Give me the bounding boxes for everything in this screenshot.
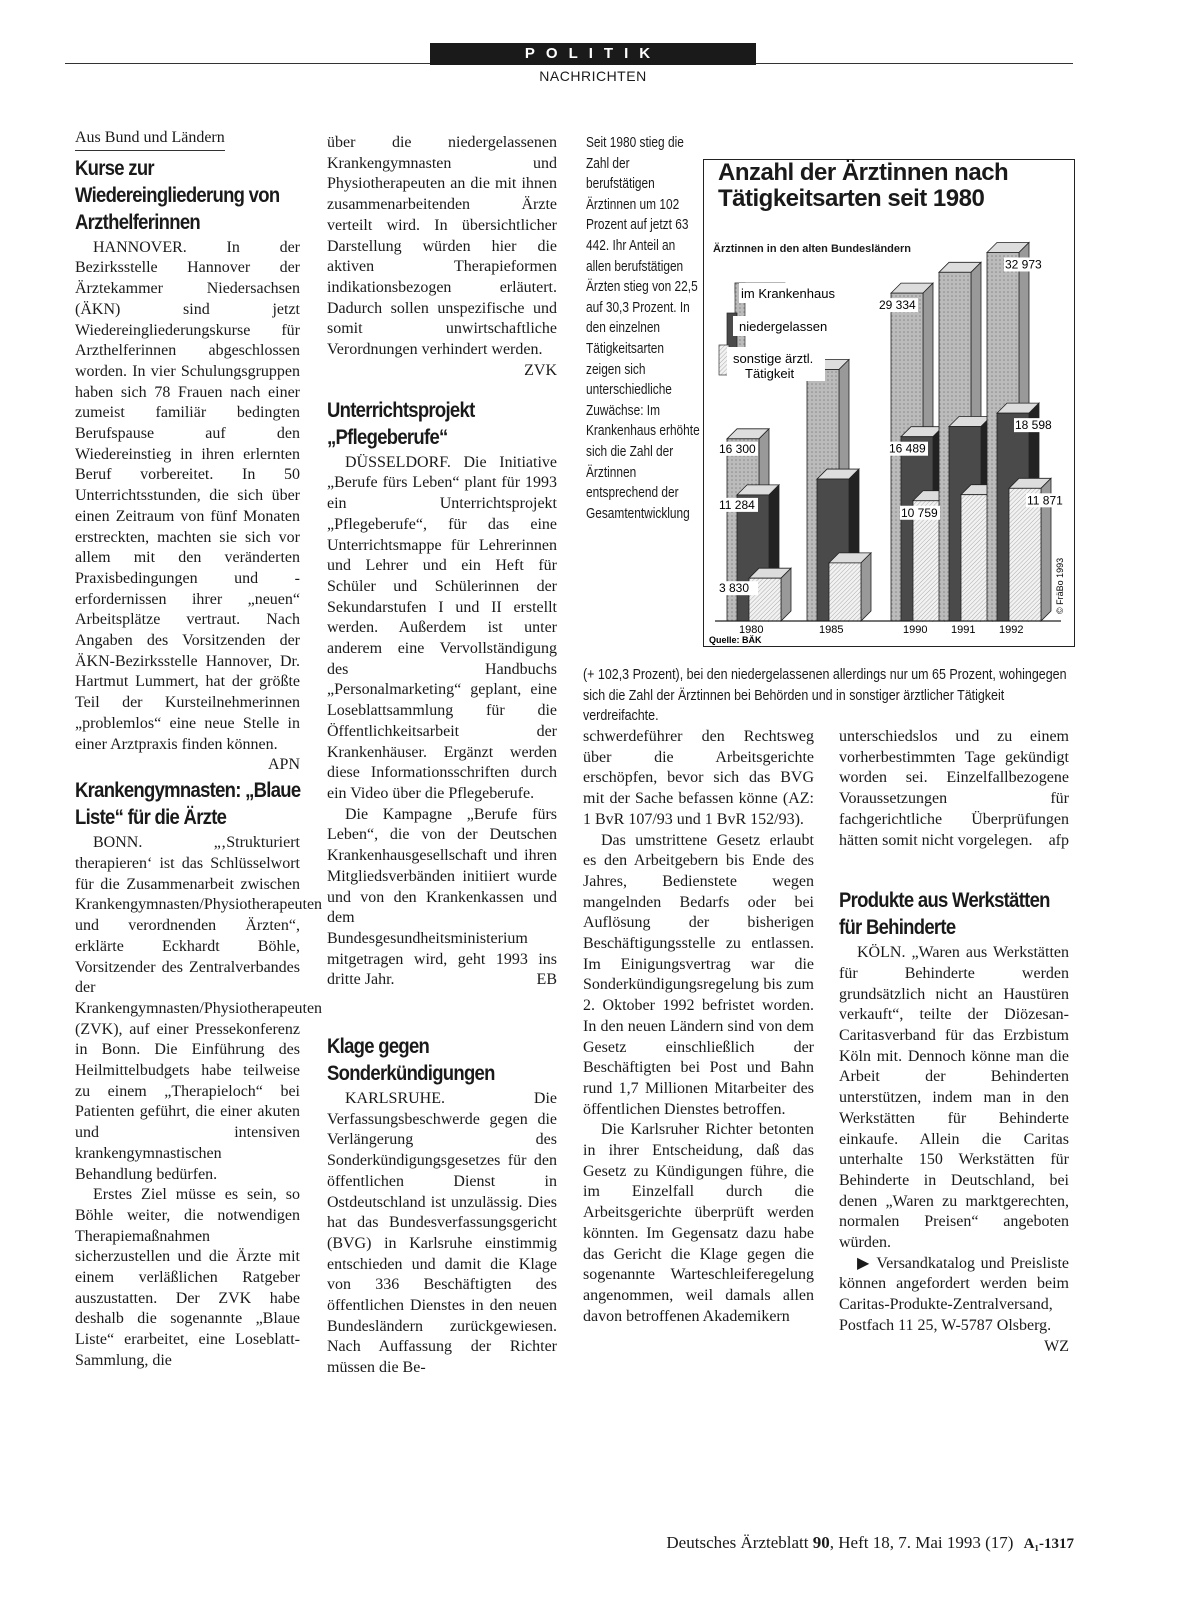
article-body: KÖLN. „Waren aus Werkstätten für Behinderte werden grundsätzlich nicht an Haustüren verkauft“, teilte der Diözesan-Caritasverband für das Erzbistum Köln mit. Dennoch könne man die Arbeit der Behinderten unterstützen, indem man in den Werkstätten für Behinderte einkaufe. Allein die Caritas unterhalte 150 Werkstätten für Behinderte in Deutschland, bei denen „Waren zu marktgerechten, normalen Preisen“ angeboten würden.	[839, 944, 1069, 1252]
chart-value-label-1990-1: 16 489	[889, 441, 926, 456]
signature: WZ	[1044, 1337, 1069, 1355]
chart-x-ticks	[739, 624, 1023, 636]
chart-svg	[703, 159, 1075, 647]
article-body: HANNOVER. In der Bezirksstelle Hannover der Ärztekammer Niedersachsen (ÄKN) sind jetzt Wiedereingliederungskurse für Arzthelferinnen abgeschlossen worden. In vier Schulungsgruppen haben sich 78 Frauen nach einer zumeist familiär bedingten Berufspause auf den Wiedereinstieg in ihren erlernten Beruf vorbereitet. In 50 Unterrichtsstunden, die sich über einen Zeitraum von fünf Monaten erstreckten, machten sie sich vor allem mit den veränderten Praxisbedingungen und -erfordernissen ihrer „neuen“ Arbeitsplätze vertraut. Nach Angaben des Vorsitzenden der ÄKN-Bezirksstelle Hannover, Dr. Hartmut Lummert, hat der größte Teil der Kursteilnehmerinnen „problemlos“ eine neue Stelle in einer Arztpraxis finden können. APN	[75, 238, 300, 756]
chart-value-label-1990-2: 29 334	[879, 298, 916, 313]
signature: EB	[536, 971, 557, 989]
article-body: Erstes Ziel müsse es sein, so Böhle weiter, die notwendigen Therapiemaßnahmen sicherzustellen und die Ärzte mit einem verläßlichen Ratgeber auszustatten. Der ZVK habe deshalb die sogenannte „Blaue Liste“ erarbeitet, eine Loseblatt-Sammlung, die	[75, 1186, 300, 1369]
article-body: schwerdeführer den Rechtsweg über die Arbeitsgerichte erschöpfen, bevor sich das BVG mit der Sache befassen könne (AZ: 1 BvR 107/93 und 1 BvR 152/93).	[583, 728, 814, 828]
chart-title: Anzahl der Ärztinnen nach Tätigkeitsarten seit 1980	[718, 159, 1009, 212]
page-footer	[666, 1533, 1074, 1553]
chart-caption-narrow: Seit 1980 stieg die Zahl der berufstätigen Ärztinnen um 102 Prozent auf jetzt 63 442. Ihr Anteil an allen berufstätigen Ärzten stieg von 22,5 auf 30,3 Prozent. In den einzelnen Tätigkeitsarten zeigen sich unterschiedliche Zuwächse: Im Krankenhaus erhöhte sich die Zahl der Ärztinnen entsprechend der Gesamtentwicklung	[586, 135, 700, 522]
chart-value-label-1990-0: 10 759	[901, 505, 938, 520]
chart-x-tick-1980: 1980	[739, 624, 764, 636]
overline: Aus Bund und Ländern	[75, 128, 225, 151]
chart-subtitle: Ärztinnen in den alten Bundesländern	[713, 243, 912, 255]
article-body: Das umstrittene Gesetz erlaubt es den Arbeitgebern bis Ende des Jahres, Bedienstete wegen mangelnden Bedarfs oder bei Auflösung der bisherigen Beschäftigungsstelle zu entlassen. Im Einigungsvertrag war die Sonderkündigungsregelung bis zum 2. Oktober 1992 befristet worden. In den neuen Ländern sind von dem Gesetz einschließlich der Beschäftigten bei Post und Bahn rund 1,7 Millionen Mitarbeiter des öffentlichen Dienstes betroffen.	[583, 831, 814, 1118]
headline-krankengymnasten: Krankengymnasten: „Blaue Liste“ für die Ärzte	[75, 779, 301, 830]
article-body: Die Karlsruher Richter betonten in ihrer Entscheidung, daß das Gesetz zu Kündigungen führe, die im Einzelfall durch die Arbeitsgerichte überprüft werden könnten. Im Gegensatz dazu habe das Gericht die Klage gegen die sogenannte Warteschleiferegelung angenommen, weil damals allen davon betroffenen Akademikern	[583, 1121, 814, 1325]
legend-krankenhaus: im Krankenhaus	[741, 286, 835, 301]
chart-x-tick-1985: 1985	[819, 624, 844, 636]
subsection-title: NACHRICHTEN	[539, 68, 647, 84]
chart-x-tick-1991: 1991	[951, 624, 976, 636]
chart-x-tick-1992: 1992	[999, 624, 1024, 636]
chart-x-tick-1990: 1990	[903, 624, 928, 636]
chart-caption-wide: (+ 102,3 Prozent), bei den niedergelassenen allerdings nur um 65 Prozent, wohingegen sich die Zahl der Ärztinnen bei Behörden und in sonstiger ärztlicher Tätigkeit verdreifachte.	[583, 667, 1067, 725]
chart-bar-1985-0	[829, 553, 871, 621]
article-body: Die Kampagne „Berufe fürs Leben“, die von der Deutschen Krankenhausgesellschaft und ihren Mitgliedsverbänden initiiert wurde und von den Krankenkassen und dem Bundesgesundheitsministerium mitgetragen wird, geht 1993 ins dritte Jahr. EB	[327, 805, 557, 991]
headline-pflegeberufe: Unterrichtsprojekt „Pflegeberufe“	[327, 398, 475, 449]
chart-credit: © FräBo 1993	[1055, 557, 1065, 614]
signature: ZVK	[524, 361, 557, 379]
chart-value-label-1980-2: 16 300	[719, 441, 756, 456]
legend-niedergelassen: niedergelassen	[739, 319, 828, 334]
signature: APN	[267, 756, 300, 774]
headline-werkstaetten: Produkte aus Werkstätten für Behinderte	[839, 889, 1050, 940]
chart-source: Quelle: BÄK	[709, 635, 762, 645]
column-1	[75, 128, 323, 1372]
column-4	[839, 727, 1069, 1357]
article-body: DÜSSELDORF. Die Initiative „Berufe fürs Leben“ plant für 1993 ein Unterrichtsprojekt „Pflegeberufe“, für das eine Unterrichtsmappe für Lehrerinnen und Lehrer und ein Heft für Schüler und Schülerinnen der Sekundarstufen I und II erstellt werden. Außerdem ist unter anderem eine Vervollständigung des Handbuchs „Personalmarketing“ geplant, eine Loseblattsammlung für die Öffentlichkeitsarbeit der Krankenhäuser. Ergänzt werden diese Informationsschriften durch ein Video über die Pflegeberufe.	[327, 453, 557, 802]
chart-value-label-1992-2: 32 973	[1005, 257, 1042, 272]
arrow-bullet-icon: ▶	[857, 1254, 877, 1272]
page-number: A₁-1317	[1023, 1536, 1074, 1552]
headline-arzthelferinnen: Kurse zur Wiedereingliederung von Arzthelferinnen	[75, 156, 280, 234]
column-2	[327, 133, 557, 1379]
chart-value-label-1980-1: 11 284	[719, 497, 755, 512]
chart-value-label-1992-1: 18 598	[1015, 418, 1052, 433]
headline-sonderkuendigungen: Klage gegen Sonderkündigungen	[327, 1035, 495, 1086]
article-body: ▶ Versandkatalog und Preisliste können angefordert werden beim Caritas-Produkte-Zentralversand, Postfach 11 25, W-5787 Olsberg. WZ	[839, 1254, 1069, 1337]
chart-value-label-1992-0: 11 871	[1027, 493, 1063, 508]
chart-value-label-1980-0: 3 830	[719, 581, 750, 596]
section-title: POLITIK	[524, 45, 662, 62]
article-body: über die niedergelassenen Krankengymnasten und Physiotherapeuten an die mit ihnen zusammenarbeitenden Ärzte verteilt wird. In übersichtlicher Darstellung würden hier die aktiven Therapieformen indikationsbezogen erläutert. Dadurch sollen unspezifische und somit unwirtschaftliche Verordnungen verhindert werden. ZVK	[327, 133, 557, 361]
legend-sonstige: sonstige ärztl. Tätigkeit	[733, 351, 814, 381]
journal-name: Deutsches Ärzteblatt	[666, 1533, 809, 1552]
signature: afp	[1048, 831, 1069, 849]
article-body: KARLSRUHE. Die Verfassungsbeschwerde gegen die Verlängerung des Sonderkündigungsgesetzes für den öffentlichen Dienst in Ostdeutschland ist unzulässig. Dies hat das Bundesverfassungsgericht (BVG) in Karlsruhe einstimmig entschieden und damit die Klage von 336 Beschäftigten des öffentlichen Dienstes in den neuen Bundesländern zurückgewiesen. Nach Auffassung der Richter müssen die Be-	[327, 1090, 557, 1377]
article-body: BONN. „‚Strukturiert therapieren‘ ist das Schlüsselwort für die Zusammenarbeit zwischen Krankengymnasten/Physiotherapeuten und verordnenden Ärzten“, erklärte Eckhardt Böhle, Vorsitzender des Zentralverbandes der Krankengymnasten/Physiotherapeuten (ZVK), auf einer Pressekonferenz in Bonn. Die Einführung des Heilmittelbudgets habe teilweise zu einem „Therapieloch“ bei Patienten geführt, die einer akuten und intensiven krankengymnastischen Behandlung bedürfen.	[75, 834, 323, 1183]
column-3	[583, 727, 814, 1327]
article-body: unterschiedslos und zu einem vorherbestimmten Tage gekündigt worden sei. Einzelfallbezogene Voraussetzungen für fachgerichtliche Überprüfungen hätten somit nicht vorgelegen. afp	[839, 727, 1069, 851]
journal-issue: , Heft 18, 7. Mai 1993 (17)	[829, 1533, 1014, 1552]
journal-volume: 90	[812, 1533, 830, 1552]
chart-legend	[719, 283, 881, 381]
